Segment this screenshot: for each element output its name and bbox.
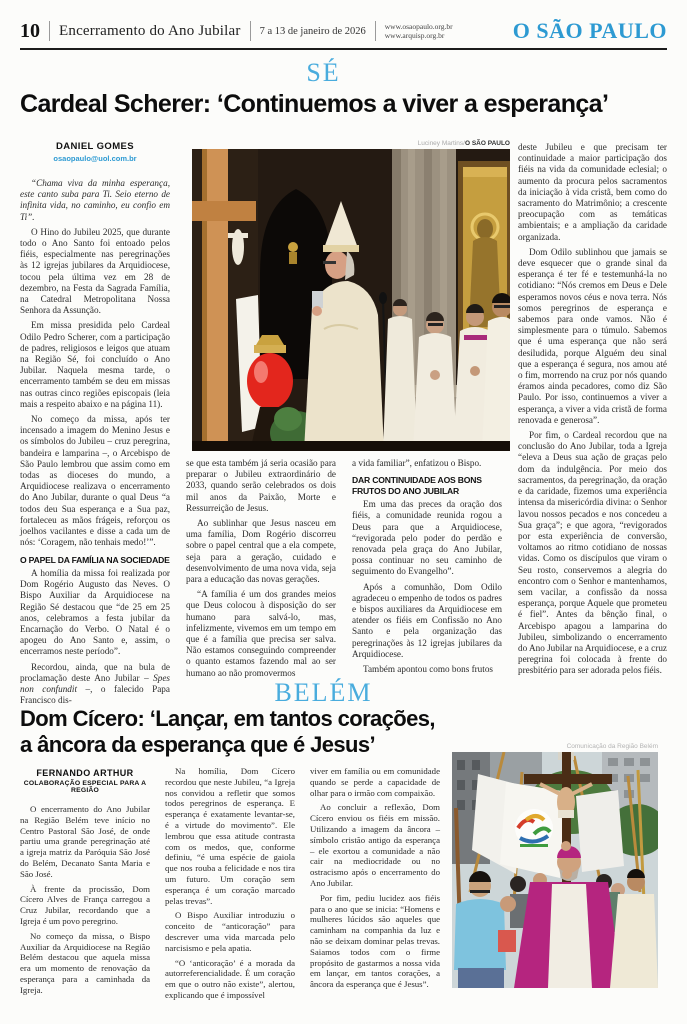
photo-spacer [352, 136, 502, 458]
body-paragraph: deste Jubileu e que precisam ter continuidade a maior participação dos fiéis na vida da comunidade eclesial; o aumento da procura pelos sacramentos da iniciação à vida cristã, bem como do sacramento do Matrimônio; a crescente preocupação com as temáticas ambientais; e a ampliação da caridade organizada. [518, 142, 667, 242]
body-paragraph: viver em família ou em comunidade quando se perde a capacidade de olhar para o irmão com compaixão. [310, 766, 440, 798]
website-urls [385, 22, 453, 40]
body-paragraph: À frente da procissão, Dom Cícero Alves de França carregou a Cruz Jubilar, recordando que a Igreja é um povo peregrino. [20, 883, 150, 926]
procession-photo [452, 752, 658, 988]
se-column-3 [352, 136, 502, 679]
latin-title: Spes non confundit [20, 672, 170, 695]
photo-spacer [186, 136, 336, 458]
body-paragraph: No começo da missa, o Bispo Auxiliar da Arquidiocese na Região Belém destacou que aquela missa era um momento de renovação da esperança para a caminhada da Igreja. [20, 930, 150, 995]
body-paragraph: Por fim, pediu lucidez aos fiéis para o ano que se inicia: “Homens e mulheres lúcidos são aqueles que caminham na companhia da luz e não se deixam dominar pelas trevas. Saiamos todos com o firme propósito de gastarmos a nossa vida em lançar, em tantos corações, a âncora da esperança que é Jesus”. [310, 892, 440, 990]
paragraph-text: –, o falecido Papa Francisco dis- [20, 684, 170, 706]
headline-se: Cardeal Scherer: ‘Continuemos a viver a esperança’ [20, 90, 609, 118]
photo-credit-belem: Comunicação da Região Belém [566, 743, 658, 750]
author-email: osaopaulo@uol.com.br [53, 154, 137, 163]
section-title: Encerramento do Ano Jubilar [59, 22, 241, 39]
page-number: 10 [20, 19, 40, 42]
belem-column-1 [20, 766, 150, 1000]
body-paragraph: Após a comunhão, Dom Odilo agradeceu o empenho de todos os padres e bispos auxiliares da Arquidiocese em atender os fiéis em Confissão no Ano Santo e pela organização das peregrinações às 12 igrejas jubilares da Arquidiocese. [352, 581, 503, 659]
website-url-1: www.osaopaulo.org.br [384, 22, 453, 31]
author-name: FERNANDO ARTHUR [36, 768, 134, 778]
body-paragraph: Na homília, Dom Cícero recordou que neste Jubileu, “a Igreja nos convidou a refletir que somos todos peregrinos de esperança. E esperança é exatamente levantar-se, é a virtude do movimento”. Ele lembrou que essa atitude contrasta com os medos, que, conforme definiu, “é uma espécie de gaiola que nos rouba a felicidade e nos tira um futuro. Um coração sem esperança é um coração marcado pelas trevas”. [165, 766, 295, 906]
body-paragraph: “O ‘anticoração’ é a morada da autorreferencialidade. É um coração em que o outro não existe”, alertou, explicando que é impossível [165, 957, 295, 1000]
headline-belem-line2: a âncora da esperança que é Jesus’ [20, 732, 376, 757]
header-divider [49, 21, 50, 41]
author-role: COLABORAÇÃO ESPECIAL PARA A REGIÃO [23, 780, 147, 794]
subheading-frutos: DAR CONTINUIDADE AOS BONS FRUTOS DO ANO JUBILAR [352, 475, 482, 496]
subheading-familia: O PAPEL DA FAMÍLIA NA SOCIEDADE [20, 554, 170, 565]
body-paragraph: Por fim, o Cardeal recordou que na conclusão do Ano Jubilar, toda a Igreja “eleva a Deus sua ação de graças pelo dom da indulgência. Por meio dos sacramentos, da peregrinação, da oração e da caridade, fizemos uma experiência intensa da misericórdia divina: o Senhor lavou nossos pecados e nos concedeu a Sua graça”; e que agora, “revigorados por esta experiência de conversão, voltamos ao ritmo cotidiano de nossas vidas. Como os discípulos que viram o Seu rosto, conservemos a alegria do encontro com o Senhor e mantenhamos, sem vacilar, a confissão da nossa esperança, porque Aquele que prometeu é fiel”. Antes da bênção final, o Arcebispo apagou a lamparina do Jubileu, simbolizando o encerramento do Ano Jubilar na Arquidiocese, e a cruz peregrina foi colocada à frente do presbitério para ser adorada pelos fiéis. [518, 430, 667, 676]
edition-date: 7 a 13 de janeiro de 2026 [259, 25, 366, 37]
photo-credit-org: O SÃO PAULO [464, 140, 510, 147]
body-paragraph: “A família é um dos grandes meios que Deus colocou à disposição do ser humano para salvá-lo, mas, infelizmente, vivemos em um tempo em que é a família que precisa ser salva. Não estamos conseguindo compreender o quanto estamos fazendo mal ao ser humano ao não promovermos [186, 589, 336, 678]
body-paragraph: O Hino do Jubileu 2025, que durante todo o Ano Santo foi entoado pelos fiéis, especialmente nas peregrinações às 12 igrejas jubilares da Arquidiocese, tocou pela última vez em 28 de dezembro, na Festa da Sagrada Família, na Catedral Metropolitana Nossa Senhora da Assunção. [20, 226, 170, 316]
author-name: DANIEL GOMES [56, 141, 134, 152]
body-paragraph: “Chama viva da minha esperança, este canto suba para Ti. Seio eterno de infinita vida, no caminho, eu confio em Ti”. [20, 178, 170, 222]
header-divider [250, 21, 251, 41]
belem-column-2 [165, 766, 295, 1005]
byline-se [20, 136, 170, 163]
jubilee-logo [515, 809, 553, 847]
body-paragraph: Em missa presidida pelo Cardeal Odilo Pedro Scherer, com a participação de padres, religiosos e leigos que atuam na Região Sé, foi concluído o Ano Jubilar. Naquela mesma tarde, o encerramento também se deu em missas nas outras cinco regiões episcopais (leia mais a respeito abaixo e na página 11). [20, 320, 170, 409]
body-paragraph: a vida familiar”, enfatizou o Bispo. [352, 458, 482, 468]
body-paragraph: O Bispo Auxiliar introduziu o conceito de “anticoração” para descrever uma vida marcada pelo narcisismo e pela apatia. [165, 910, 295, 953]
header-divider [375, 21, 376, 41]
body-paragraph: Dom Odilo sublinhou que jamais se deve esquecer que o grande sinal da esperança é ter fé e testemunhá-la no cotidiano: “Nós cremos em Deus e Dele esperamos novos céus e nova terra. Nós somos peregrinos de esperança e sabemos para onde vamos. Não é simplesmente para o túmulo. Sabemos que é uma esperança que não será desiludida, porque Alguém deu sinal que a esperança é segura, nos amou até o fim, morrendo na cruz por nós quando éramos ainda pecadores, como diz São Paulo. Por isso, continuemos a viver a esperança, a viver a vida cristã de forma renovada e generosa”. [518, 246, 667, 425]
body-paragraph: No começo da missa, após ter incensado a imagem do Menino Jesus e os símbolos do Jubileu – cruz peregrina, bandeira e lamparina –, o Arcebispo de São Paulo lembrou que assim como em todas as dioceses do mundo, a Arquidiocese realizava o encerramento do Ano Jubilar, durante o qual Deus “a todos deu Sua esperança e a Sua paz, fortaleceu as mãos frágeis, reforçou os joelhos vacilantes e disse a cada um de nós: ‘Coragem, não tenhais medo!’”. [20, 414, 170, 548]
byline-belem [20, 766, 150, 794]
page-header [20, 14, 667, 50]
body-paragraph: Ao sublinhar que Jesus nasceu em uma família, Dom Rogério discorreu sobre o papel central que a ela compete, seja para a geração, cuidado e desenvolvimento de uma nova vida, seja para a educação das novas gerações. [186, 518, 336, 585]
se-column-2 [186, 136, 336, 683]
body-paragraph: se que esta também já seria ocasião para preparar o Jubileu extraordinário de 2033, quando serão celebrados os dois mil anos da Paixão, Morte e Ressurreição de Jesus. [186, 458, 336, 513]
belem-column-3 [310, 766, 440, 994]
headline-belem-line1: Dom Cícero: ‘Lançar, em tantos corações, [20, 706, 435, 731]
body-paragraph: O encerramento do Ano Jubilar na Região Belém teve início no Centro Pastoral São José, de onde partiu uma grande peregrinação até a igreja matriz da Paróquia São José do Belém, Decanato Santa Maria e São José. [20, 804, 150, 879]
body-paragraph: Ao concluir a reflexão, Dom Cícero enviou os fiéis em missão. Utilizando a imagem da âncora – símbolo cristão antigo da esperança – ele exortou a comunidade a não cair na mediocridade ou no ostracismo após o encerramento do Ano Jubilar. [310, 802, 440, 888]
newspaper-masthead: O SÃO PAULO [512, 18, 667, 43]
body-paragraph: A homília da missa foi realizada por Dom Rogério Augusto das Neves. O Bispo Auxiliar da Arquidiocese na Região Sé destacou que “de 25 em 25 anos, celebramos a festa jubilar da Encarnação do Verbo. O Natal é o apogeu do Ano Santo e, assim, o encerramos neste período”. [20, 568, 170, 657]
region-label-se: SÉ [306, 58, 341, 87]
body-paragraph: Em uma das preces da oração dos fiéis, a comunidade reunida rogou a Deus para que a Arquidiocese, “revigorada pelo poder do perdão e renovada pela graça do Ano Jubilar, possa continuar no seu caminho de seguimento do Evangelho”. [352, 499, 502, 577]
body-paragraph: Também apontou como bons frutos [363, 664, 494, 675]
se-column-1 [20, 136, 170, 710]
website-url-2: www.arquisp.org.br [384, 31, 445, 40]
headline-belem [20, 706, 480, 758]
photo-credit-photographer: Luciney Martins/ [417, 140, 465, 147]
procession-photo-illustration [452, 752, 658, 988]
paragraph-text: Recordou, ainda, que na bula de proclamação deste Ano Jubilar – [20, 661, 170, 683]
region-label-belem: BELÉM [274, 678, 373, 707]
se-column-4 [518, 136, 667, 681]
